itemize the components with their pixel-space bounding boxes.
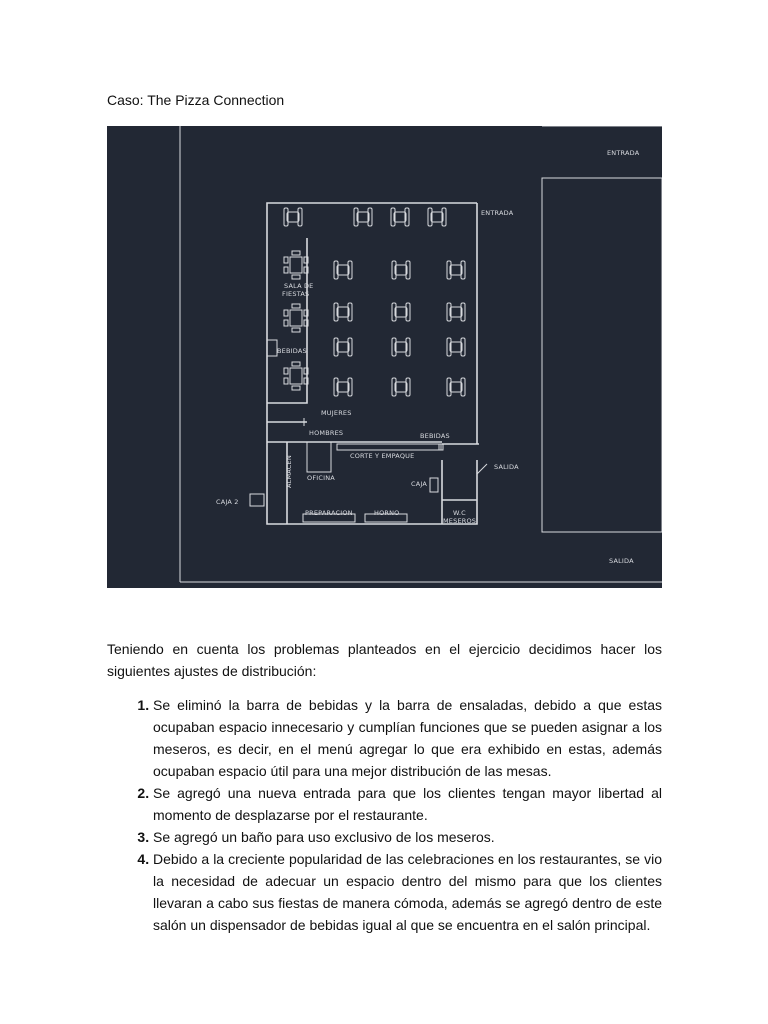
exit-door: [477, 464, 487, 474]
party-room-drinks: [267, 340, 277, 356]
label-sala-fiestas-2: FIESTAS: [282, 290, 310, 298]
label-entrada-inner: ENTRADA: [481, 209, 514, 217]
label-corte-empaque: CORTE Y EMPAQUE: [350, 452, 415, 460]
dining-tables: [284, 208, 465, 396]
label-salida-inner: SALIDA: [494, 463, 519, 471]
table-two-seat: [392, 261, 410, 279]
label-preparacion: PREPARACION: [305, 509, 353, 517]
floor-plan: [107, 126, 662, 588]
list-item: 1. Se eliminó la barra de bebidas y la barra de ensaladas, debido a que estas ocupaban espacio innecesario y cumplían funciones que se pueden asignar a los meseros, es decir, en el menú agregar lo que era exhibido en estas, además ocupaban espacio útil para una mejor distribución de las mesas.: [153, 694, 662, 782]
table-party: [284, 251, 308, 279]
table-two-seat: [392, 338, 410, 356]
label-mujeres: MUJERES: [321, 409, 352, 417]
table-two-seat: [334, 303, 352, 321]
table-two-seat: [392, 378, 410, 396]
document-title: Caso: The Pizza Connection: [107, 92, 285, 108]
list-item: 3. Se agregó un baño para uso exclusivo de los meseros.: [153, 826, 662, 848]
label-wc-1: W.C: [453, 509, 466, 517]
table-two-seat: [354, 208, 372, 226]
table-party: [284, 362, 308, 390]
table-two-seat: [447, 303, 465, 321]
floor-plan-drawing: [107, 126, 662, 588]
table-two-seat: [428, 208, 446, 226]
cashier-counter: [430, 478, 438, 492]
label-caja2: CAJA 2: [216, 498, 239, 506]
label-horno: HORNO: [374, 509, 400, 517]
table-two-seat: [447, 338, 465, 356]
adjacent-building: [542, 178, 662, 532]
storage-block: [307, 442, 331, 472]
label-oficina: OFICINA: [307, 474, 335, 482]
list-item: 2. Se agregó una nueva entrada para que los clientes tengan mayor libertad al momento de desplazarse por el restaurante.: [153, 782, 662, 826]
label-wc-2: MESEROS: [443, 517, 477, 525]
table-two-seat: [334, 338, 352, 356]
label-sala-fiestas-1: SALA DE: [284, 282, 314, 290]
label-hombres: HOMBRES: [309, 429, 344, 437]
table-two-seat: [447, 261, 465, 279]
list-item: 4. Debido a la creciente popularidad de las celebraciones en los restaurantes, se vio la necesidad de adecuar un espacio dentro del mismo para que los clientes llevaran a cabo sus fiestas de manera cómoda, además se agregó dentro de este salón un dispensador de bebidas igual al que se encuentra en el salón principal.: [153, 848, 662, 936]
label-caja: CAJA: [411, 480, 428, 488]
table-two-seat: [447, 378, 465, 396]
caja2-counter: [250, 494, 264, 506]
drinks-bar: [337, 444, 441, 450]
table-two-seat: [391, 208, 409, 226]
table-two-seat: [392, 303, 410, 321]
table-two-seat: [334, 261, 352, 279]
adjustments-list: [107, 694, 662, 936]
label-entrada-outer: ENTRADA: [607, 149, 640, 157]
label-almacen: ALMACEN: [285, 455, 293, 488]
label-salida-outer: SALIDA: [609, 557, 634, 565]
table-two-seat: [334, 378, 352, 396]
label-bebidas-bar: BEBIDAS: [420, 432, 450, 440]
table-two-seat: [284, 208, 302, 226]
label-bebidas-left: BEBIDAS: [277, 347, 307, 355]
intro-paragraph: Teniendo en cuenta los problemas planteados en el ejercicio decidimos hacer los siguientes ajustes de distribución:: [107, 641, 662, 679]
table-party: [284, 304, 308, 332]
